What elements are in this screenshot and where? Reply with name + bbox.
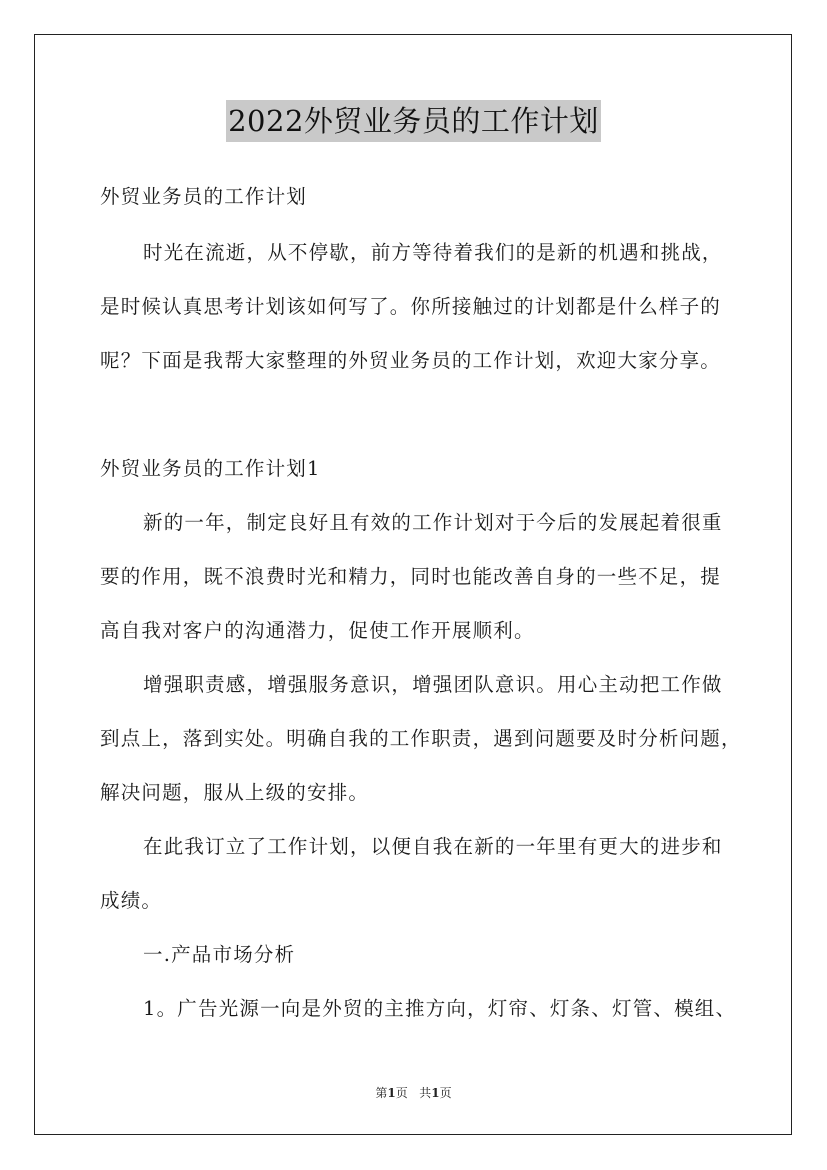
paragraph-line: 增强职责感，增强服务意识，增强团队意识。用心主动把工作做	[143, 673, 723, 696]
title-container	[0, 100, 827, 142]
total-pages: 1	[431, 1086, 440, 1100]
section-heading: 外贸业务员的工作计划	[100, 185, 308, 208]
section-heading: 外贸业务员的工作计划1	[100, 457, 321, 480]
paragraph-line: 在此我订立了工作计划，以便自我在新的一年里有更大的进步和	[143, 835, 723, 858]
paragraph-line: 要的作用，既不浪费时光和精力，同时也能改善自身的一些不足，提	[100, 565, 722, 588]
paragraph-line: 成绩。	[100, 889, 163, 912]
paragraph-line: 1。广告光源一向是外贸的主推方向，灯帘、灯条、灯管、模组、	[143, 997, 737, 1020]
paragraph-line: 到点上，落到实处。明确自我的工作职责，遇到问题要及时分析问题，	[100, 727, 742, 750]
paragraph-line: 解决问题，服从上级的安排。	[100, 781, 370, 804]
page-number: 1	[387, 1086, 396, 1100]
total-label-prefix: 共	[419, 1086, 432, 1100]
subsection-heading: 一.产品市场分析	[143, 943, 296, 966]
paragraph-line: 高自我对客户的沟通潜力，促使工作开展顺利。	[100, 619, 535, 642]
paragraph-line: 新的一年，制定良好且有效的工作计划对于今后的发展起着很重	[143, 511, 723, 534]
page-label-prefix: 第	[375, 1086, 388, 1100]
page-label-suffix: 页	[395, 1086, 408, 1100]
document-title: 2022外贸业务员的工作计划	[226, 100, 601, 142]
paragraph-line: 呢？下面是我帮大家整理的外贸业务员的工作计划，欢迎大家分享。	[100, 349, 722, 372]
total-label-suffix: 页	[439, 1086, 452, 1100]
page-footer	[0, 1084, 827, 1101]
paragraph-line: 时光在流逝，从不停歇，前方等待着我们的是新的机遇和挑战，	[143, 241, 723, 264]
paragraph-line: 是时候认真思考计划该如何写了。你所接触过的计划都是什么样子的	[100, 295, 722, 318]
